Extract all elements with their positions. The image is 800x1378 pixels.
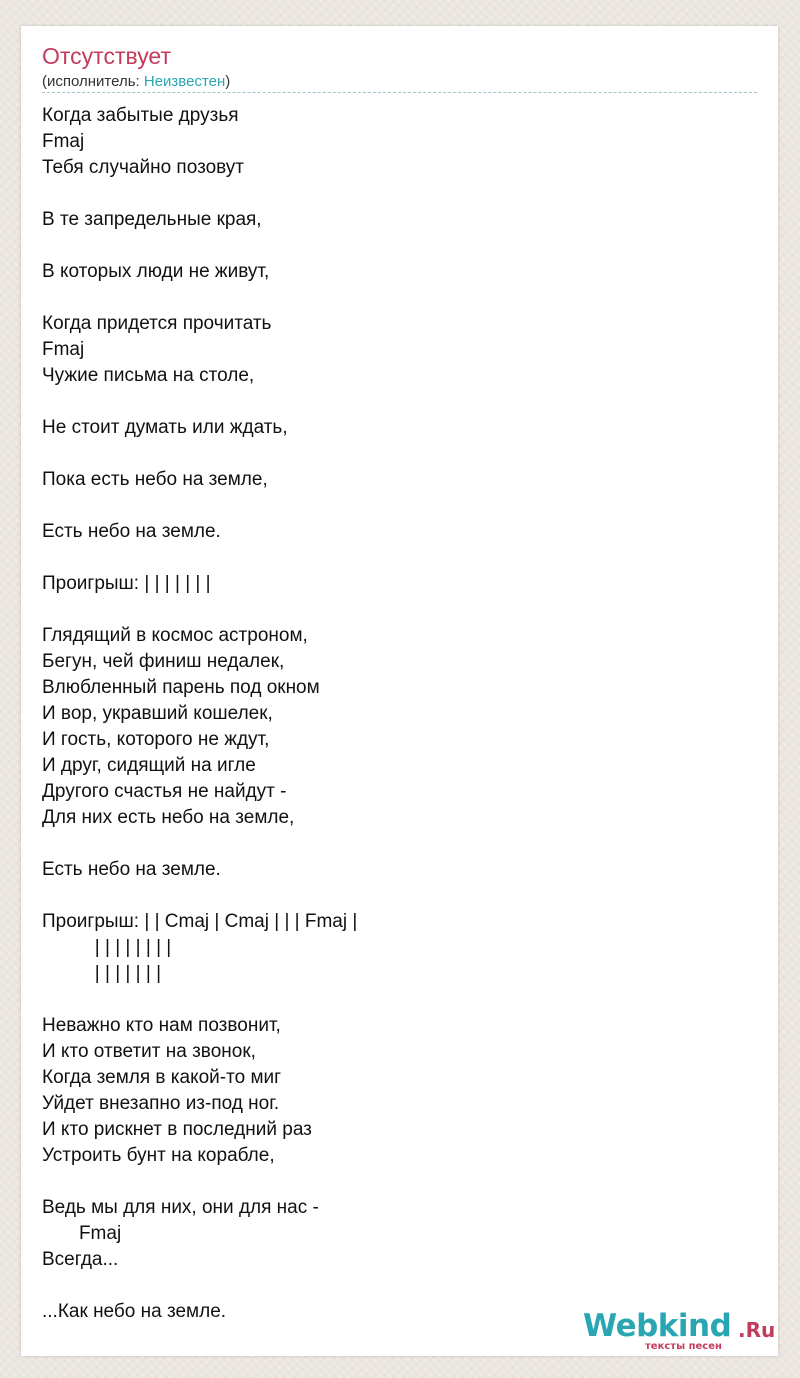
lyrics-blank-line <box>42 493 757 519</box>
lyrics-line: Ведь мы для них, они для нас - <box>42 1197 319 1218</box>
lyrics-line: И гость, которого не ждут, <box>42 729 270 750</box>
lyrics-blank-line <box>42 883 757 909</box>
logo-tld: .Ru <box>738 1318 776 1342</box>
lyrics-line: ...Как небо на земле. <box>42 1301 227 1322</box>
lyrics-line: Не стоит думать или ждать, <box>42 417 288 438</box>
artist-link[interactable]: Неизвестен <box>143 73 226 90</box>
lyrics-blank-line <box>42 389 757 415</box>
lyrics-line: Fmaj <box>42 339 85 360</box>
lyrics-blank-line <box>42 597 757 623</box>
title-divider <box>42 92 757 93</box>
lyrics-line: Другого счастья не найдут - <box>42 781 287 802</box>
lyrics-blank-line <box>42 181 757 207</box>
webkind-logo[interactable] <box>583 1306 783 1350</box>
lyrics-line: Есть небо на земле. <box>42 521 221 542</box>
artist-prefix: (исполнитель: <box>42 73 144 90</box>
lyrics-blank-line <box>42 285 757 311</box>
lyrics-line: Когда забытые друзья <box>42 105 239 126</box>
lyrics-blank-line <box>42 545 757 571</box>
lyrics-line: | | | | | | | <box>42 963 162 984</box>
lyrics-line: Неважно кто нам позвонит, <box>42 1015 281 1036</box>
lyrics-line: Есть небо на земле. <box>42 859 221 880</box>
lyrics-line: Fmaj <box>42 1223 122 1244</box>
lyrics-blank-line <box>42 1169 757 1195</box>
lyrics-line: Проигрыш: | | | | | | | <box>42 573 211 594</box>
lyrics-line: В которых люди не живут, <box>42 261 270 282</box>
lyrics-line: И кто ответит на звонок, <box>42 1041 256 1062</box>
lyrics-blank-line <box>42 831 757 857</box>
lyrics-line: Когда земля в какой-то миг <box>42 1067 282 1088</box>
logo-wordmark: Webkind <box>583 1308 732 1344</box>
lyrics-line: Чужие письма на столе, <box>42 365 255 386</box>
lyrics-line: Fmaj <box>42 131 85 152</box>
lyrics-line: Проигрыш: | | Cmaj | Cmaj | | | Fmaj | <box>42 911 358 932</box>
artist-suffix: ) <box>225 73 231 90</box>
lyrics-line: Тебя случайно позовут <box>42 157 245 178</box>
lyrics-blank-line <box>42 441 757 467</box>
lyrics-line: И вор, укравший кошелек, <box>42 703 273 724</box>
song-title: Отсутствует <box>42 43 171 69</box>
lyrics-line: Пока есть небо на земле, <box>42 469 268 490</box>
lyrics-line: Устроить бунт на корабле, <box>42 1145 275 1166</box>
lyrics-line: В те запредельные края, <box>42 209 262 230</box>
logo-tagline: тексты песен <box>645 1341 722 1352</box>
song-artist-line <box>42 72 230 92</box>
lyrics-line: Когда придется прочитать <box>42 313 272 334</box>
lyrics-line: Уйдет внезапно из-под ног. <box>42 1093 280 1114</box>
lyrics-line: Глядящий в космос астроном, <box>42 625 308 646</box>
lyrics-line: Для них есть небо на земле, <box>42 807 295 828</box>
lyrics-line: И друг, сидящий на игле <box>42 755 256 776</box>
lyrics-line: | | | | | | | | <box>42 937 172 958</box>
lyrics-card <box>21 26 778 1356</box>
lyrics-line: Влюбленный парень под окном <box>42 677 320 698</box>
lyrics-blank-line <box>42 987 757 1013</box>
lyrics-blank-line <box>42 233 757 259</box>
lyrics-blank-line <box>42 1273 757 1299</box>
lyrics-line: И кто рискнет в последний раз <box>42 1119 312 1140</box>
lyrics-line: Всегда... <box>42 1249 119 1270</box>
lyrics-text <box>42 103 757 1325</box>
lyrics-line: Бегун, чей финиш недалек, <box>42 651 285 672</box>
